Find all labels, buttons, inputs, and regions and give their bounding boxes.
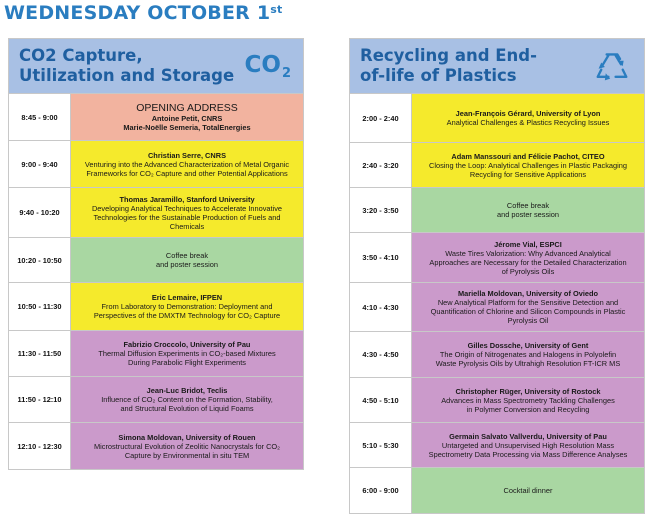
session-row [350, 233, 644, 283]
session-text-line: Spectrometry Data Processing via Mass Difference Analyses [428, 449, 628, 459]
session-text-line: of Pyrolysis Oils [501, 266, 555, 276]
session-time: 9:40 - 10:20 [9, 188, 70, 237]
track-plastics-schedule [350, 94, 644, 513]
session-time: 4:10 - 4:30 [350, 283, 411, 331]
track-plastics-title: Recycling and End- of-life of Plastics [360, 46, 537, 85]
session-time: 11:30 - 11:50 [9, 331, 70, 376]
session-speaker: Christian Serre, CNRS [147, 150, 227, 160]
session-details [70, 141, 303, 187]
session-time: 3:50 - 4:10 [350, 233, 411, 282]
session-speaker: Mariella Moldovan, University of Oviedo [457, 289, 599, 298]
session-text-line: Cocktail dinner [503, 486, 553, 495]
session-time: 8:45 - 9:00 [9, 94, 70, 140]
session-row [350, 188, 644, 233]
session-details [70, 238, 303, 282]
session-text-line: Untargeted and Unsupervised High Resolution Mass [441, 440, 615, 450]
session-text-line: Influence of CO₂ Content on the Formation, Stability, [101, 395, 273, 404]
session-details [411, 188, 644, 232]
session-speaker: Fabrizio Croccolo, University of Pau [123, 340, 251, 349]
session-details [70, 377, 303, 422]
session-row [350, 378, 644, 423]
session-text-line: Analytical Challenges & Plastics Recycling Issues [446, 118, 610, 127]
session-details [411, 378, 644, 422]
session-row [350, 283, 644, 332]
session-text-line: Chemicals [169, 221, 205, 231]
session-details [411, 332, 644, 377]
session-text-line: Thermal Diffusion Experiments in CO₂-based Mixtures [98, 349, 276, 358]
session-details [70, 283, 303, 330]
session-details [411, 423, 644, 467]
session-time: 4:50 - 5:10 [350, 378, 411, 422]
session-speaker: Marie-Noëlle Semeria, TotalEnergies [123, 123, 251, 132]
session-details [411, 94, 644, 142]
session-time: 10:20 - 10:50 [9, 238, 70, 282]
session-text-line: Perspectives of the DMXTM Technology for CO₂ Capture [93, 311, 281, 320]
session-text-line: Capture by Environmental in situ TEM [124, 450, 250, 460]
session-speaker: Thomas Jaramillo, Stanford University [119, 194, 255, 204]
session-text-line: and poster session [155, 260, 219, 269]
session-text-line: From Laboratory to Demonstration: Deployment and [101, 302, 273, 311]
session-speaker: Eric Lemaire, IFPEN [151, 293, 223, 302]
co2-logo-icon: $CO_2$ [244, 52, 291, 81]
session-row [9, 188, 303, 238]
session-row [9, 94, 303, 141]
session-speaker: Jean-Luc Bridot, Teclis [146, 386, 228, 395]
track-co2-schedule [9, 94, 303, 469]
session-time: 3:20 - 3:50 [350, 188, 411, 232]
session-text-line: Closing the Loop: Analytical Challenges in Plastic Packaging [428, 160, 628, 170]
session-text-line: Venturing into the Advanced Characterization of Metal Organic [84, 159, 290, 169]
session-details [70, 94, 303, 140]
session-speaker: Jean-François Gérard, University of Lyon [455, 109, 601, 118]
session-row [9, 377, 303, 423]
session-speaker: Antoine Petit, CNRS [151, 114, 223, 123]
session-text-line: Coffee break [165, 251, 209, 260]
session-time: 5:10 - 5:30 [350, 423, 411, 467]
track-co2-header [9, 39, 303, 94]
session-text-line: Waste Tires Valorization: Why Advanced Analytical [445, 248, 611, 258]
session-text-line: Approaches are Necessary for the Detailed Characterization [429, 257, 627, 267]
session-text-line: New Analytical Platform for the Sensitive Detection and [437, 298, 619, 307]
session-row [9, 331, 303, 377]
session-row [350, 468, 644, 513]
session-details [411, 283, 644, 331]
session-speaker: Adam Manssouri and Félicie Pachot, CITEO [451, 151, 605, 161]
session-details [411, 233, 644, 282]
session-text-line: Microstructural Evolution of Zeolitic Nanocrystals for CO₂ [93, 441, 281, 451]
session-time: 12:10 - 12:30 [9, 423, 70, 469]
session-time: 4:30 - 4:50 [350, 332, 411, 377]
recycle-icon [594, 50, 630, 84]
session-details [70, 188, 303, 237]
session-text-line: Waste Pyrolysis Oils by Ultrahigh Resolution FT-ICR MS [435, 359, 621, 368]
session-text-line: Recycling for Sensitive Applications [469, 169, 587, 179]
session-time: 11:50 - 12:10 [9, 377, 70, 422]
session-text-line: Quantification of Chlorine and Silicon Compounds in Plastic [430, 307, 626, 316]
track-co2-title: CO2 Capture, Utilization and Storage [19, 46, 235, 85]
session-row [9, 141, 303, 188]
session-heading: OPENING ADDRESS [136, 102, 238, 114]
session-time: 10:50 - 11:30 [9, 283, 70, 330]
session-details [70, 423, 303, 469]
session-time: 9:00 - 9:40 [9, 141, 70, 187]
session-row [350, 143, 644, 188]
session-speaker: Germain Salvato Vallverdu, University of Pau [449, 431, 607, 441]
session-text-line: in Polymer Conversion and Recycling [466, 404, 590, 414]
session-text-line: Technologies for the Sustainable Production of Fuels and [93, 212, 281, 222]
session-speaker: Christopher Rüger, University of Rostock [455, 386, 601, 396]
session-details [411, 143, 644, 187]
session-text-line: The Origin of Nitrogenates and Halogens in Polyolefin [439, 350, 617, 359]
session-row [350, 94, 644, 143]
track-co2-column [8, 38, 304, 470]
session-time: 6:00 - 9:00 [350, 468, 411, 513]
session-text-line: Advances in Mass Spectrometry Tackling Challenges [441, 395, 615, 405]
session-row [9, 283, 303, 331]
session-details [411, 468, 644, 513]
session-text-line: and poster session [496, 210, 560, 219]
session-row [350, 332, 644, 378]
session-time: 2:40 - 3:20 [350, 143, 411, 187]
session-text-line: Coffee break [506, 201, 550, 210]
track-plastics-column [349, 38, 645, 514]
session-text-line: Frameworks for CO₂ Capture and other Potential Applications [86, 168, 288, 178]
day-title [4, 2, 282, 24]
session-speaker: Jérome Vial, ESPCI [494, 239, 562, 249]
session-row [350, 423, 644, 468]
session-text-line: During Parabolic Flight Experiments [128, 358, 246, 367]
session-speaker: Simona Moldovan, University of Rouen [118, 432, 256, 442]
session-text-line: and Structural Evolution of Liquid Foams [120, 404, 254, 413]
session-text-line: Pyrolysis Oil [507, 316, 549, 325]
session-row [9, 238, 303, 283]
session-row [9, 423, 303, 469]
day-title-text: WEDNESDAY OCTOBER 1 [4, 2, 271, 24]
session-text-line: Developing Analytical Techniques to Accelerate Innovative [91, 203, 283, 213]
day-title-suffix: st [270, 3, 283, 16]
session-time: 2:00 - 2:40 [350, 94, 411, 142]
session-speaker: Gilles Dossche, University of Gent [467, 341, 589, 350]
session-details [70, 331, 303, 376]
track-plastics-header [350, 39, 644, 94]
